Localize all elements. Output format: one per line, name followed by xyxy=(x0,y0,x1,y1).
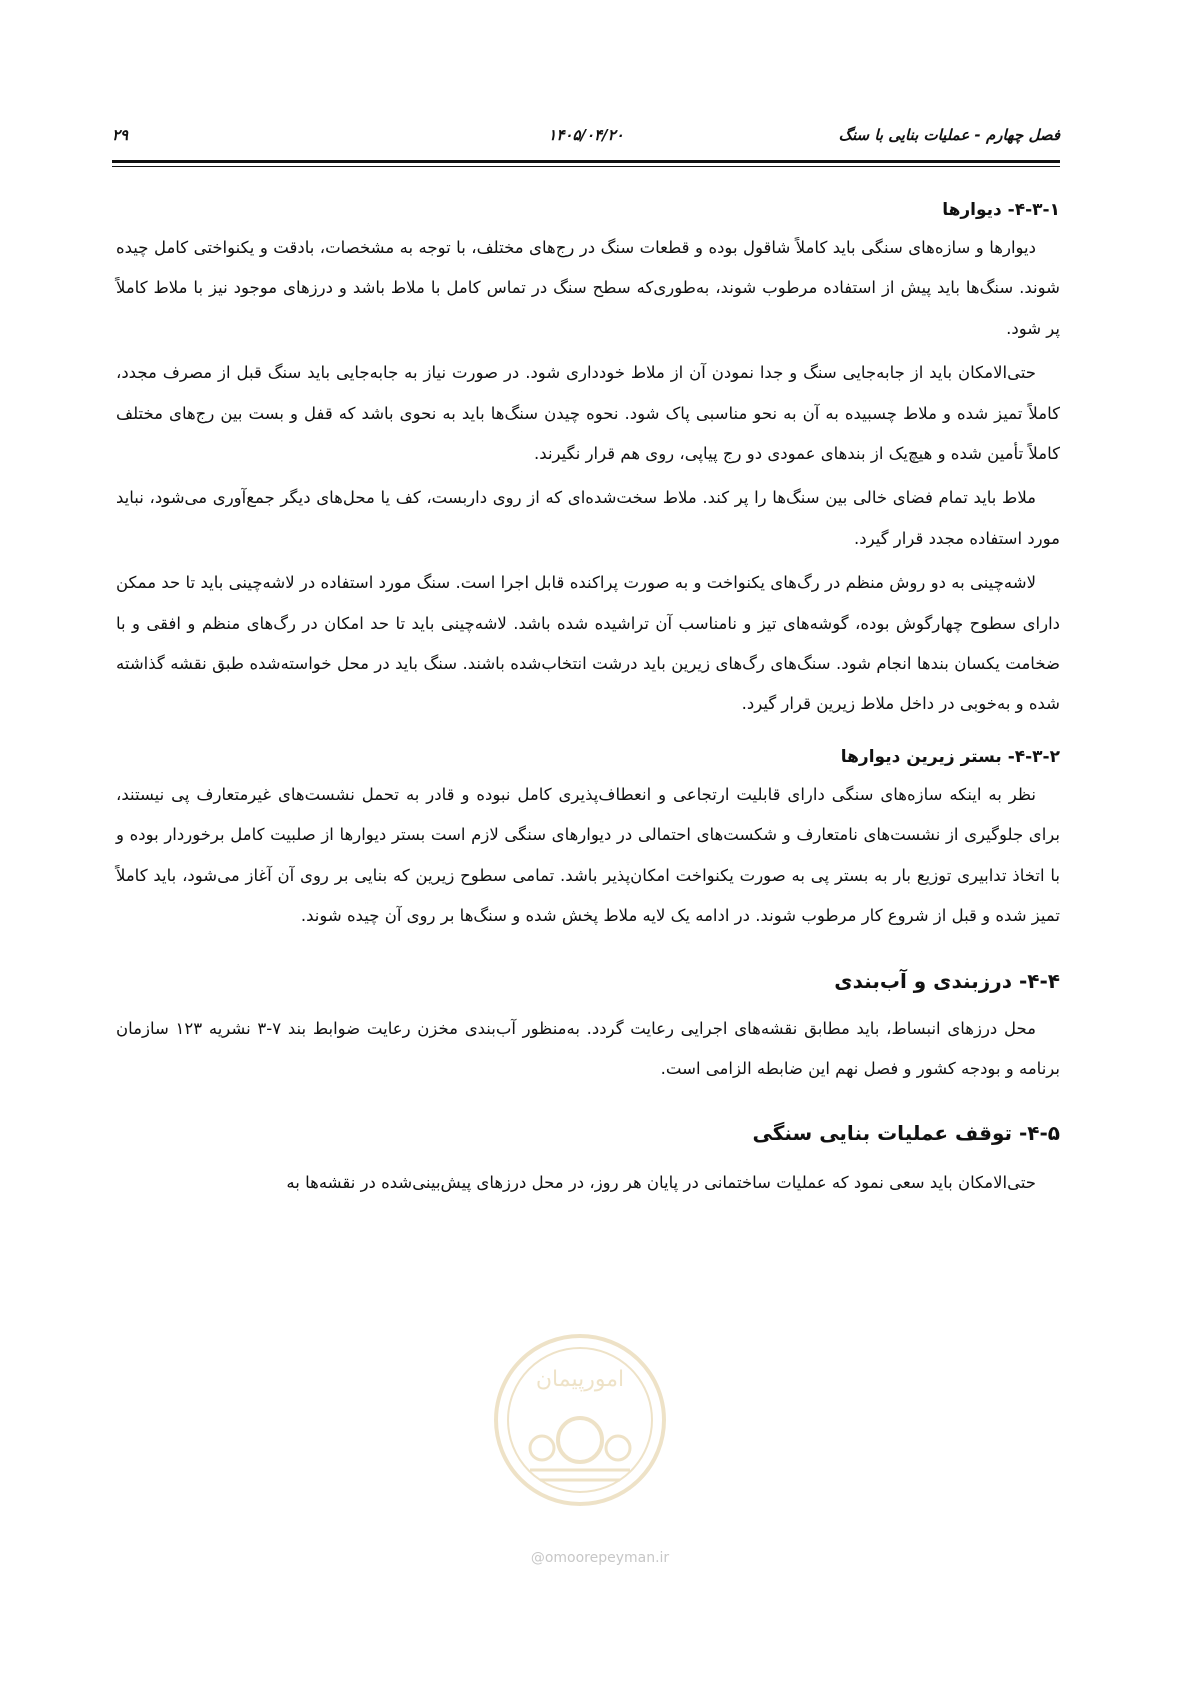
section-heading-stop-work: ۴-۵- توقف عملیات بنایی سنگی xyxy=(752,1121,1060,1146)
section-heading-wall-bed: ۴-۳-۲- بستر زیرین دیوارها xyxy=(840,746,1060,767)
section-heading-joints: ۴-۴- درزبندی و آب‌بندی xyxy=(834,968,1060,993)
page-body xyxy=(116,190,1060,1208)
paragraph: لاشه‌چینی به دو روش منظم در رگ‌های یکنواخت و به صورت پراکنده قابل اجرا است. سنگ مورد استفاده در لاشه‌چینی باید تا حد ممکن دارای سطوح چهارگوش بوده، گوشه‌های تیز و نامناسب آن تراشیده شده باشد. لاشه‌چینی باید تا حد امکان در رگ‌های منظم و افقی و با ضخامت یکسان بندها انجام شود. سنگ‌های رگ‌های زیرین باید درشت انتخاب‌شده باشند. سنگ باید در محل خواسته‌شده طبق نقشه گذاشته شده و به‌خوبی در داخل ملاط زیرین قرار گیرد. xyxy=(116,573,1060,714)
section-heading-walls: ۴-۳-۱- دیوارها xyxy=(942,200,1060,220)
paragraph: حتی‌الامکان باید از جابه‌جایی سنگ و جدا نمودن آن از ملاط خودداری شود. در صورت نیاز به جابه‌جایی باید سنگ قبل از مصرف مجدد، کاملاً تمیز شده و ملاط چسبیده به آن به نحو مناسبی پاک شود. نحوه چیدن سنگ‌ها باید به نحوی باشد که قفل و بست بین رج‌های مختلف کاملاً تأمین شده و هیچ‌یک از بندهای عمودی دو رج پیاپی، روی هم قرار نگیرند. xyxy=(116,363,1060,464)
header-date: ۱۴۰۵/۰۴/۲۰ xyxy=(548,126,624,144)
page-header xyxy=(112,126,1060,150)
watermark-logo-text: امورپیمان xyxy=(535,1367,625,1392)
paragraph: ملاط باید تمام فضای خالی بین سنگ‌ها را پر کند. ملاط سخت‌شده‌ای که از روی داربست، کف یا محل‌های دیگر جمع‌آوری می‌شود، نباید مورد استفاده مجدد قرار گیرد. xyxy=(116,488,1060,548)
header-rule-thin xyxy=(112,166,1060,167)
paragraph: حتی‌الامکان باید سعی نمود که عملیات ساختمانی در پایان هر روز، در محل درزهای پیش‌بینی‌شده در نقشه‌ها به xyxy=(286,1173,1036,1193)
chapter-title: فصل چهارم - عملیات بنایی با سنگ xyxy=(838,126,1060,144)
paragraph: نظر به اینکه سازه‌های سنگی دارای قابلیت ارتجاعی و انعطاف‌پذیری کامل نبوده و قادر به تحمل نشست‌های غیرمتعارف پی نیستند، برای جلوگیری از نشست‌های نامتعارف و شکست‌های احتمالی در دیوارهای سنگی لازم است بستر دیوارها از صلبیت کامل برخوردار بوده و با اتخاذ تدابیری توزیع بار به بستر پی به صورت یکنواخت امکان‌پذیر باشد. تمامی سطوح زیرین که بنایی بر روی آن آغاز می‌شود، باید کاملاً تمیز شده و قبل از شروع کار مرطوب شوند. در ادامه یک لایه ملاط پخش شده و سنگ‌ها بر روی آن چیده شوند. xyxy=(116,784,1060,926)
header-rule-thick xyxy=(112,160,1060,163)
watermark-site: @omoorepeyman.ir xyxy=(530,1550,670,1566)
omoorepeyman-seal-icon xyxy=(490,1330,670,1510)
paragraph: دیوارها و سازه‌های سنگی باید کاملاً شاقول بوده و قطعات سنگ در رج‌های مختلف، با توجه به مشخصات، بادقت و یکنواختی کامل چیده شوند. سنگ‌ها باید پیش از استفاده مرطوب شوند، به‌طوری‌که سطح سنگ در تماس کامل با ملاط باشد و درزهای موجود نیز با ملاط کاملاً پر شود. xyxy=(116,238,1060,338)
paragraph: محل درزهای انبساط، باید مطابق نقشه‌های اجرایی رعایت گردد. به‌منظور آب‌بندی مخزن رعایت ضوابط بند ۷-۳ نشریه ۱۲۳ سازمان برنامه و بودجه کشور و فصل نهم این ضابطه الزامی است. xyxy=(116,1018,1060,1078)
page-number: ۲۹ xyxy=(112,126,129,144)
